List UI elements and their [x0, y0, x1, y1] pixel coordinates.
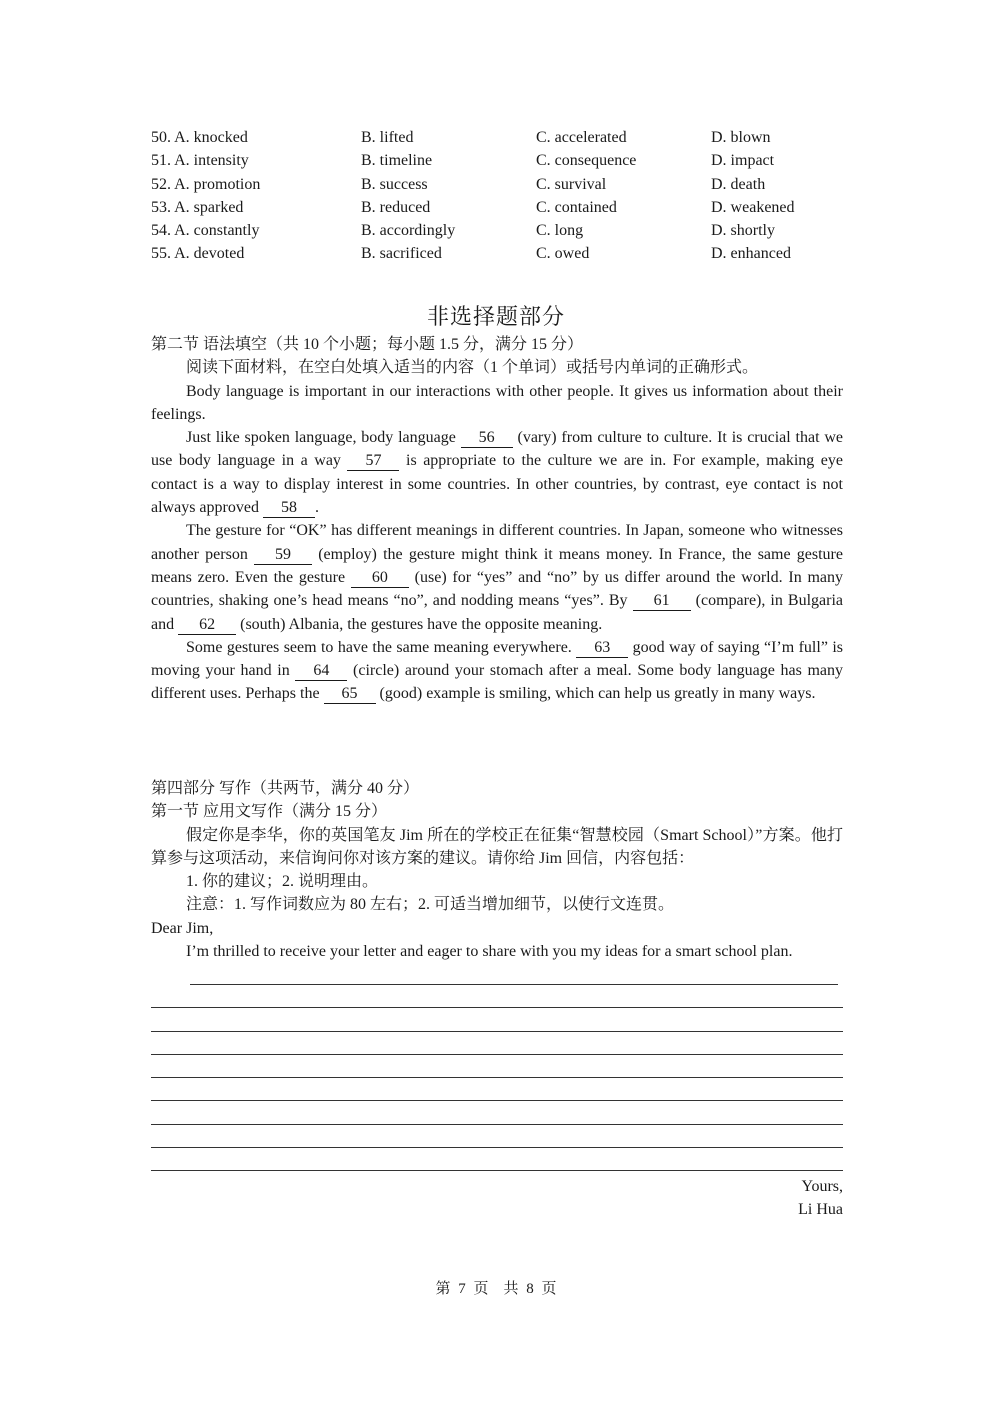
blank-59: 59 [254, 546, 312, 565]
option-row-52 [151, 173, 851, 196]
option: B. sacrificed [361, 245, 442, 263]
option: 51. A. intensity [151, 152, 249, 170]
writing-line[interactable] [151, 1054, 843, 1055]
option-row-50 [151, 126, 851, 149]
grammar-section [151, 333, 843, 706]
blank-61: 61 [633, 592, 691, 611]
section-heading: 第二节 语法填空（共 10 个小题；每小题 1.5 分，满分 15 分） [151, 336, 584, 353]
option: 52. A. promotion [151, 175, 261, 193]
option: 55. A. devoted [151, 245, 245, 263]
writing-line[interactable] [190, 984, 838, 985]
option: D. death [711, 175, 766, 193]
option: 53. A. sparked [151, 198, 244, 216]
option: D. blown [711, 129, 771, 146]
option: B. success [361, 175, 428, 193]
option: B. reduced [361, 198, 431, 216]
option: 54. A. constantly [151, 222, 260, 240]
blank-58: 58 [263, 499, 315, 518]
blank-63: 63 [576, 639, 628, 658]
part4-heading: 第四部分 写作（共两节，满分 40 分） [151, 780, 420, 797]
part-title: 非选择题部分 [426, 304, 565, 329]
option: B. lifted [361, 129, 414, 146]
blank-56: 56 [461, 429, 513, 448]
option: B. timeline [361, 152, 433, 170]
writing-line[interactable] [151, 1077, 843, 1078]
option: C. accelerated [536, 129, 627, 146]
writing-line[interactable] [151, 1007, 843, 1008]
option: 50. A. knocked [151, 129, 248, 146]
option: D. impact [711, 152, 775, 170]
option: D. shortly [711, 222, 775, 240]
writing-section [151, 777, 843, 963]
paragraph-4: Some gestures seem to have the same meaning everywhere. 63 good way of saying “I’m full” is moving your hand in 64 (circle) around your stomach after a meal. Some body language has many different uses. Perhaps the 65 (good) example is smiling, which can help us greatly in many ways. [151, 638, 844, 703]
option-row-53 [151, 196, 851, 219]
option: C. owed [536, 245, 590, 263]
blank-60: 60 [351, 569, 409, 588]
option: D. weakened [711, 198, 795, 216]
paragraph-2: Just like spoken language, body language 56 (vary) from culture to culture. It is crucial that we use body language in a way 57 is appropriate to the culture we are in. For example, making eye contact is a way to display interest in some countries. In other countries, by contrast, eye contact is not always approved 58 . [151, 429, 844, 517]
option-row-54 [151, 219, 851, 242]
option: C. consequence [536, 152, 637, 170]
letter-signature: Li Hua [798, 1201, 843, 1218]
option-row-55 [151, 242, 851, 265]
blank-62: 62 [178, 616, 236, 635]
option-row-51 [151, 149, 851, 172]
instruction: 阅读下面材料，在空白处填入适当的内容（1 个单词）或括号内单词的正确形式。 [186, 359, 759, 377]
blank-65: 65 [324, 685, 376, 704]
option: D. enhanced [711, 245, 791, 263]
writing-line[interactable] [151, 1100, 843, 1101]
blank-57: 57 [347, 452, 399, 471]
page-number: 第 7 页 共 8 页 [435, 1281, 557, 1297]
writing-subheading: 第一节 应用文写作（满分 15 分） [151, 803, 388, 821]
paragraph-1: Body language is important in our interactions with other people. It gives us information about their feelings. [151, 382, 843, 423]
writing-notes: 注意：1. 写作词数应为 80 左右；2. 可适当增加细节，以使行文连贯。 [186, 896, 675, 914]
option: B. accordingly [361, 222, 456, 240]
option: C. survival [536, 175, 607, 193]
salutation: Dear Jim, [151, 919, 214, 937]
answer-options [151, 126, 851, 266]
writing-points: 1. 你的建议；2. 说明理由。 [186, 873, 379, 891]
writing-task: 假定你是李华，你的英国笔友 Jim 所在的学校正在征集“智慧校园（Smart School）”方案。他打算参与这项活动，来信询问你对该方案的建议。请你给 Jim 回信，内容包括： [151, 826, 843, 867]
letter-opening: I’m thrilled to receive your letter and eager to share with you my ideas for a smart school plan. [186, 943, 793, 961]
writing-line[interactable] [151, 1147, 843, 1148]
writing-line[interactable] [151, 1031, 843, 1032]
writing-line[interactable] [151, 1124, 843, 1125]
paragraph-3: The gesture for “OK” has different meanings in different countries. In Japan, someone who witnesses another person 59 (employ) the gesture might think it means money. In France, the same gesture means zero. Even the gesture 60 (use) for “yes” and “no” by us differ around the world. In many countries, shaking one’s head means “no”, and nodding means “yes”. By 61 (compare), in Bulgaria and 62 (south) Albania, the gestures have the opposite meaning. [151, 522, 844, 633]
writing-line[interactable] [151, 1170, 843, 1171]
letter-closing: Yours, [801, 1178, 843, 1195]
option: C. long [536, 222, 584, 240]
option: C. contained [536, 198, 617, 216]
blank-64: 64 [295, 662, 347, 681]
